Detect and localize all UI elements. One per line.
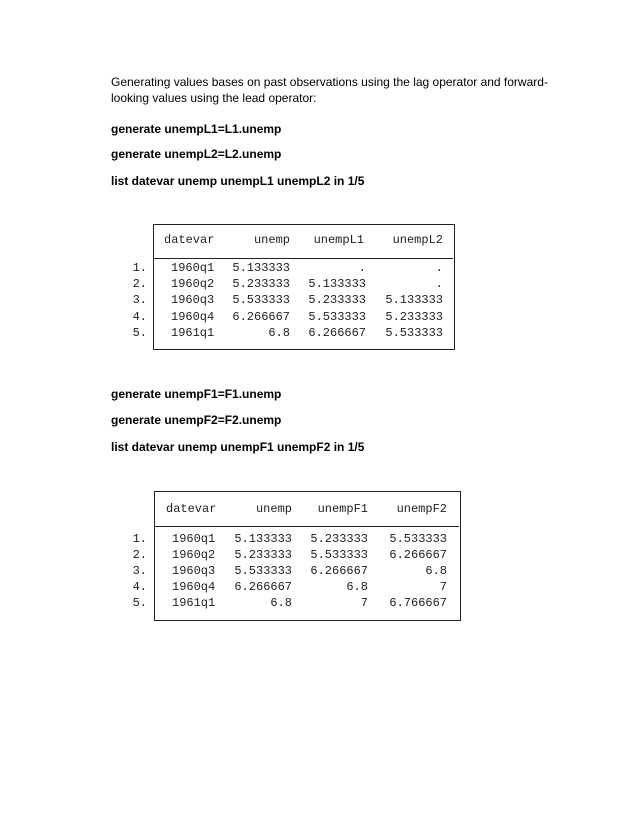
column-header: unempF2 bbox=[396, 502, 447, 516]
table-cell: 5.233333 bbox=[308, 293, 366, 307]
table-cell: 1960q1 bbox=[172, 532, 216, 546]
table-cell: 6.266667 bbox=[310, 564, 368, 578]
table-cell: 1961q1 bbox=[171, 326, 215, 340]
table-cell: 5.133333 bbox=[232, 261, 290, 275]
table-cell: 6.8 bbox=[268, 326, 290, 340]
table-cell: 1960q1 bbox=[171, 261, 215, 275]
table-cell: 5.533333 bbox=[385, 326, 443, 340]
table-cell: 1960q2 bbox=[172, 548, 216, 562]
table-cell: 6.8 bbox=[425, 564, 447, 578]
row-number: 4. bbox=[132, 580, 147, 594]
table-cell: 5.133333 bbox=[385, 293, 443, 307]
table-cell: 1960q4 bbox=[171, 310, 215, 324]
table-cell: 6.266667 bbox=[389, 548, 447, 562]
table-cell: 6.766667 bbox=[389, 596, 447, 610]
column-header: unempF1 bbox=[317, 502, 368, 516]
table-cell: . bbox=[435, 277, 443, 291]
command-list-lags: list datevar unemp unempL1 unempL2 in 1/5 bbox=[111, 174, 365, 188]
table-cell: 5.533333 bbox=[389, 532, 447, 546]
table-cell: 7 bbox=[360, 596, 368, 610]
table-cell: 5.533333 bbox=[310, 548, 368, 562]
table-cell: 5.533333 bbox=[232, 293, 290, 307]
row-number: 5. bbox=[132, 596, 147, 610]
table-cell: 7 bbox=[439, 580, 447, 594]
table-cell: 5.533333 bbox=[234, 564, 292, 578]
command-gen-unempF2: generate unempF2=F2.unemp bbox=[111, 413, 282, 427]
row-number: 4. bbox=[132, 310, 147, 324]
command-gen-unempL1: generate unempL1=L1.unemp bbox=[111, 122, 282, 136]
table-cell: 5.233333 bbox=[232, 277, 290, 291]
column-header: unempL1 bbox=[313, 233, 364, 247]
header-separator bbox=[154, 526, 459, 527]
row-number: 3. bbox=[132, 293, 147, 307]
table-cell: 1960q4 bbox=[172, 580, 216, 594]
column-header: datevar bbox=[166, 502, 217, 516]
column-header: unemp bbox=[255, 502, 292, 516]
column-header: unemp bbox=[253, 233, 290, 247]
table-cell: 5.233333 bbox=[234, 548, 292, 562]
table-cell: 5.233333 bbox=[385, 310, 443, 324]
command-gen-unempL2: generate unempL2=L2.unemp bbox=[111, 147, 282, 161]
stata-list-output-leads bbox=[111, 491, 471, 623]
column-header: datevar bbox=[164, 233, 215, 247]
intro-paragraph: Generating values bases on past observations using the lag operator and forward-looking values using the lead operator: bbox=[111, 75, 548, 105]
table-cell: 6.8 bbox=[270, 596, 292, 610]
table-cell: 5.533333 bbox=[308, 310, 366, 324]
row-number: 5. bbox=[132, 326, 147, 340]
command-list-leads: list datevar unemp unempF1 unempF2 in 1/5 bbox=[111, 440, 365, 454]
table-cell: 1960q3 bbox=[171, 293, 215, 307]
table-cell: 5.133333 bbox=[308, 277, 366, 291]
row-number: 2. bbox=[132, 277, 147, 291]
table-cell: 6.266667 bbox=[232, 310, 290, 324]
table-cell: . bbox=[358, 261, 366, 275]
stata-list-output-lags bbox=[111, 224, 471, 354]
row-number: 1. bbox=[132, 532, 147, 546]
row-number: 3. bbox=[132, 564, 147, 578]
table-cell: 1960q2 bbox=[171, 277, 215, 291]
column-header: unempL2 bbox=[392, 233, 443, 247]
header-separator bbox=[153, 258, 453, 259]
table-cell: 6.8 bbox=[346, 580, 368, 594]
table-cell: 1960q3 bbox=[172, 564, 216, 578]
table-cell: 5.233333 bbox=[310, 532, 368, 546]
row-number: 2. bbox=[132, 548, 147, 562]
table-cell: 6.266667 bbox=[234, 580, 292, 594]
table-cell: 1961q1 bbox=[172, 596, 216, 610]
command-gen-unempF1: generate unempF1=F1.unemp bbox=[111, 387, 282, 401]
table-cell: 6.266667 bbox=[308, 326, 366, 340]
table-cell: . bbox=[435, 261, 443, 275]
row-number: 1. bbox=[132, 261, 147, 275]
table-cell: 5.133333 bbox=[234, 532, 292, 546]
